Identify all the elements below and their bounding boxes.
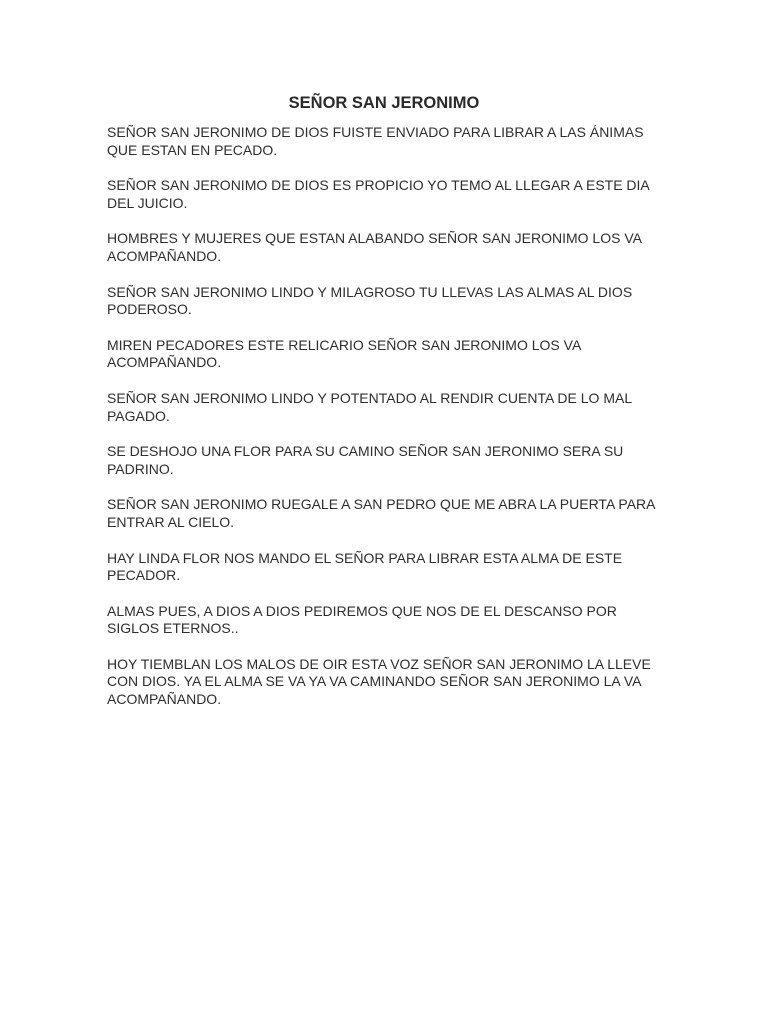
paragraph: SEÑOR SAN JERONIMO RUEGALE A SAN PEDRO QUE ME ABRA LA PUERTA PARA ENTRAR AL CIELO. <box>107 496 655 530</box>
paragraph: SEÑOR SAN JERONIMO LINDO Y POTENTADO AL RENDIR CUENTA DE LO MAL PAGADO. <box>107 389 632 424</box>
paragraph: SEÑOR SAN JERONIMO DE DIOS FUISTE ENVIADO PARA LIBRAR A LAS ÁNIMAS QUE ESTAN EN PECADO. <box>107 124 644 158</box>
paragraph: MIREN PECADORES ESTE RELICARIO SEÑOR SAN JERONIMO LOS VA ACOMPAÑANDO. <box>107 336 581 371</box>
paragraph: HOMBRES Y MUJERES QUE ESTAN ALABANDO SEÑOR SAN JERONIMO LOS VA ACOMPAÑANDO. <box>107 230 642 264</box>
paragraph: SE DESHOJO UNA FLOR PARA SU CAMINO SEÑOR SAN JERONIMO SERA SU PADRINO. <box>107 443 624 477</box>
paragraph: SEÑOR SAN JERONIMO LINDO Y MILAGROSO TU LLEVAS LAS ALMAS AL DIOS PODEROSO. <box>107 283 633 318</box>
document-title: SEÑOR SAN JERONIMO <box>288 94 480 112</box>
paragraph: SEÑOR SAN JERONIMO DE DIOS ES PROPICIO YO TEMO AL LLEGAR A ESTE DIA DEL JUICIO. <box>107 177 650 211</box>
paragraph: ALMAS PUES, A DIOS A DIOS PEDIREMOS QUE NOS DE EL DESCANSO POR SIGLOS ETERNOS.. <box>107 602 617 637</box>
paragraph: HAY LINDA FLOR NOS MANDO EL SEÑOR PARA LIBRAR ESTA ALMA DE ESTE PECADOR. <box>107 549 623 584</box>
document-body <box>107 124 663 727</box>
paragraph: HOY TIEMBLAN LOS MALOS DE OIR ESTA VOZ SEÑOR SAN JERONIMO LA LLEVE CON DIOS. YA EL ALMA SE VA YA VA CAMINANDO SEÑOR SAN JERONIMO LA VA ACOMPAÑANDO. <box>107 655 651 708</box>
